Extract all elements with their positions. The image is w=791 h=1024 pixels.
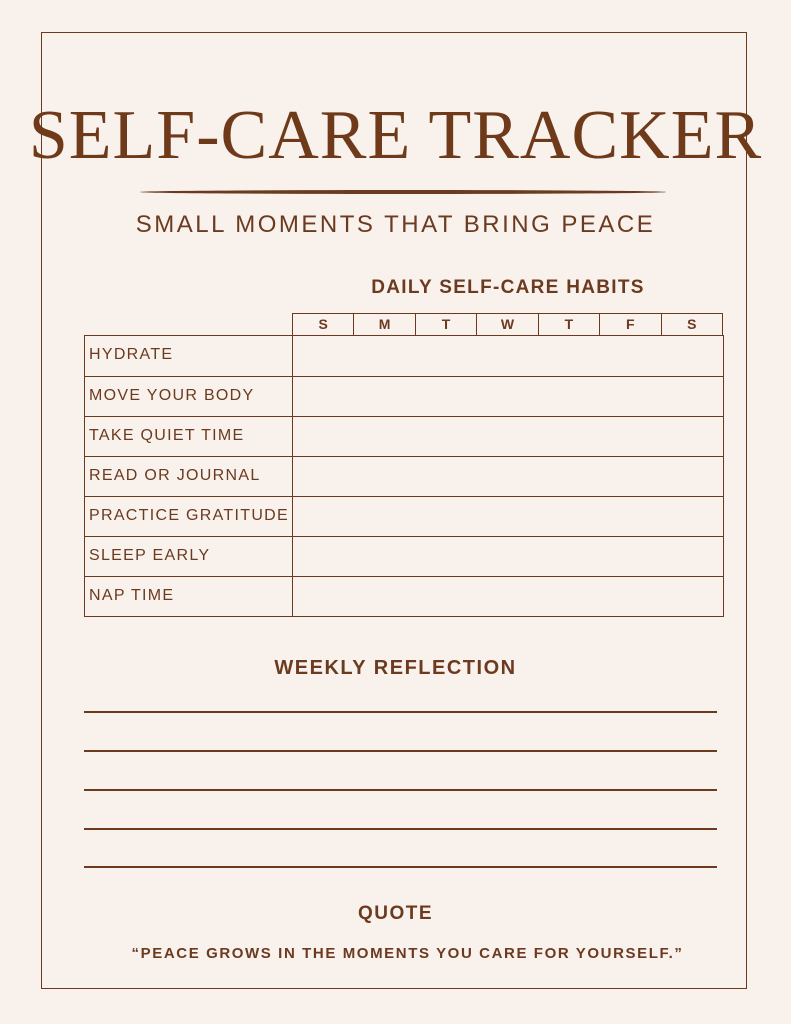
habit-tracking-cell[interactable] [293,417,723,456]
habit-row [85,416,723,456]
title-divider [140,190,666,194]
habit-tracking-cell[interactable] [293,537,723,576]
page-title: SELF-CARE TRACKER [28,97,763,174]
habit-tracking-cell[interactable] [293,377,723,416]
habit-tracking-cell[interactable] [293,577,723,616]
reflection-heading: WEEKLY REFLECTION [274,657,517,679]
day-header-tuesday: T [415,314,476,335]
day-header-saturday: S [661,314,722,335]
subtitle: SMALL MOMENTS THAT BRING PEACE [135,211,656,238]
habit-label: HYDRATE [85,336,293,376]
habit-row [85,536,723,576]
habit-row [85,336,723,376]
reflection-line[interactable] [84,828,717,830]
habit-label: SLEEP EARLY [85,537,293,576]
day-header-thursday: T [538,314,599,335]
day-header-monday: M [353,314,414,335]
habit-row [85,456,723,496]
habit-label: MOVE YOUR BODY [85,377,293,416]
habit-tracking-cell[interactable] [293,336,723,376]
day-header-wednesday: W [476,314,537,335]
habit-row [85,576,723,616]
habit-row [85,376,723,416]
habit-tracking-cell[interactable] [293,457,723,496]
habits-heading: DAILY SELF-CARE HABITS [371,277,645,298]
day-header-friday: F [599,314,660,335]
reflection-line[interactable] [84,711,717,713]
quote-text: “PEACE GROWS IN THE MOMENTS YOU CARE FOR YOURSELF.” [131,945,684,962]
reflection-line[interactable] [84,789,717,791]
day-header-sunday: S [318,316,328,332]
habit-tracking-cell[interactable] [293,497,723,536]
reflection-line[interactable] [84,866,717,868]
habit-label: READ OR JOURNAL [85,457,293,496]
habit-label: TAKE QUIET TIME [85,417,293,456]
habit-row [85,496,723,536]
habit-label: NAP TIME [85,577,293,616]
habit-table [84,335,724,617]
reflection-line[interactable] [84,750,717,752]
days-header [292,313,723,336]
habit-label: PRACTICE GRATITUDE [85,497,293,536]
quote-heading: QUOTE [357,903,434,924]
